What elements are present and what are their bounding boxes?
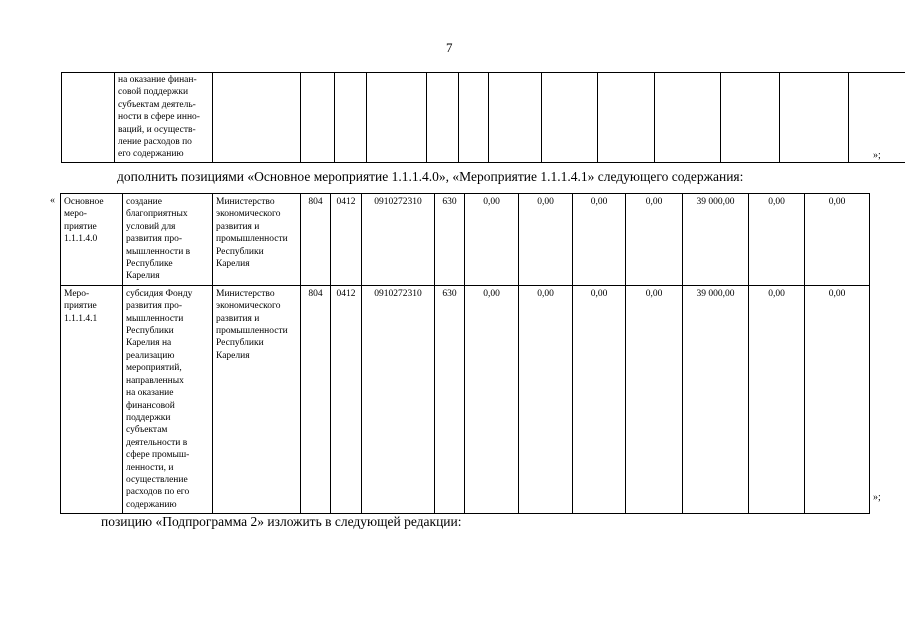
cell-line: Республики xyxy=(216,338,264,349)
vr-cell: 630 xyxy=(435,285,465,513)
value-cell: 0,00 xyxy=(749,194,805,286)
value-cell: 0,00 xyxy=(749,285,805,513)
cell-line: меро- xyxy=(64,209,87,220)
cell-line: развития про- xyxy=(126,234,183,245)
cell-line: деятельности в xyxy=(126,437,188,448)
cell-line: субсидия Фонду xyxy=(126,288,193,299)
rzpr-cell: 0412 xyxy=(331,194,362,286)
description-text xyxy=(118,74,209,161)
cell-line: благоприятных xyxy=(126,209,188,220)
cell-line: мышленности в xyxy=(126,246,191,257)
page-number: 7 xyxy=(446,40,453,55)
table-row xyxy=(61,285,870,513)
cell-line: приятие xyxy=(64,221,97,232)
cell-line: развития про- xyxy=(126,301,183,312)
measures-table xyxy=(60,193,870,514)
status-cell xyxy=(61,285,123,513)
status-cell xyxy=(62,73,115,163)
continued-table xyxy=(61,72,905,163)
value-cell: 0,00 xyxy=(626,194,683,286)
value-cell: 0,00 xyxy=(626,285,683,513)
cell-line: Меро- xyxy=(64,288,90,299)
value-cell: 0,00 xyxy=(465,285,519,513)
table-row xyxy=(61,194,870,286)
closing-quote: »; xyxy=(873,492,881,503)
executor-cell xyxy=(213,285,301,513)
cell-line: Карелия на xyxy=(126,338,172,349)
cell-line: Республики xyxy=(126,326,174,337)
cell-line: 1.1.1.4.0 xyxy=(64,234,98,245)
instruction-paragraph: позицию «Подпрограмма 2» изложить в следующей редакции: xyxy=(101,514,462,529)
table-row xyxy=(62,73,905,163)
cell-line: субъектам xyxy=(126,425,168,436)
cell-line: осуществление xyxy=(126,474,188,485)
cell-line: промышленности xyxy=(216,326,288,337)
description-cell xyxy=(115,73,213,163)
cell-line: ленности, и xyxy=(126,462,174,473)
cell-line: направленных xyxy=(126,375,184,386)
cell-line: ности в сфере инно- xyxy=(118,112,200,123)
name-cell xyxy=(123,194,213,286)
cell-line: Министерство xyxy=(216,197,275,207)
cell-line: расходов по его xyxy=(126,487,190,498)
value-cell: 39 000,00 xyxy=(683,194,749,286)
cell-line: Карелия xyxy=(216,350,250,361)
cell-line: Основное xyxy=(64,197,104,207)
cell-line: совой поддержки xyxy=(118,87,189,98)
cell-line: содержанию xyxy=(126,499,177,510)
cell-line: Республике xyxy=(126,259,173,270)
executor-cell xyxy=(213,194,301,286)
cell-line: развития и xyxy=(216,313,260,324)
opening-quote: « xyxy=(50,195,55,206)
vr-cell: 630 xyxy=(435,194,465,286)
cell-line: создание xyxy=(126,197,162,207)
cell-line: сфере промыш- xyxy=(126,450,190,461)
grbs-cell: 804 xyxy=(301,194,331,286)
value-cell: 0,00 xyxy=(805,285,870,513)
csr-cell: 0910272310 xyxy=(362,285,435,513)
rzpr-cell: 0412 xyxy=(331,285,362,513)
cell-line: Карелия xyxy=(216,259,250,270)
cell-line: Министерство xyxy=(216,288,275,299)
cell-line: развития и xyxy=(216,221,260,232)
name-cell xyxy=(123,285,213,513)
value-cell: 0,00 xyxy=(519,194,573,286)
cell-line: приятие xyxy=(64,301,97,312)
cell-line: на оказание финан- xyxy=(118,75,197,85)
csr-cell: 0910272310 xyxy=(362,194,435,286)
cell-line: его содержанию xyxy=(118,149,184,160)
cell-line: промышленности xyxy=(216,234,288,245)
cell-line: мышленности xyxy=(126,313,184,324)
cell-line: ление расходов по xyxy=(118,137,192,148)
grbs-cell: 804 xyxy=(301,285,331,513)
instruction-paragraph: дополнить позициями «Основное мероприятие 1.1.1.4.0», «Мероприятие 1.1.1.4.1» следующего содержания: xyxy=(117,169,744,184)
value-cell: 0,00 xyxy=(573,285,626,513)
cell-line: мероприятий, xyxy=(126,363,182,374)
value-cell: 39 000,00 xyxy=(683,285,749,513)
cell-line: 1.1.1.4.1 xyxy=(64,313,98,324)
value-cell: 0,00 xyxy=(519,285,573,513)
cell-line: ваций, и осуществ- xyxy=(118,124,196,135)
cell-line: субъектам деятель- xyxy=(118,99,196,110)
cell-line: условий для xyxy=(126,221,176,232)
status-cell xyxy=(61,194,123,286)
value-cell: 0,00 xyxy=(573,194,626,286)
value-cell: 0,00 xyxy=(805,194,870,286)
cell-line: экономического xyxy=(216,301,281,312)
value-cell: 0,00 xyxy=(465,194,519,286)
cell-line: экономического xyxy=(216,209,281,220)
cell-line: поддержки xyxy=(126,412,171,423)
cell-line: на оказание xyxy=(126,388,174,399)
cell-line: Республики xyxy=(216,246,264,257)
closing-quote: »; xyxy=(873,150,881,161)
cell-line: реализацию xyxy=(126,350,175,361)
cell-line: Карелия xyxy=(126,271,160,282)
cell-line: финансовой xyxy=(126,400,175,411)
